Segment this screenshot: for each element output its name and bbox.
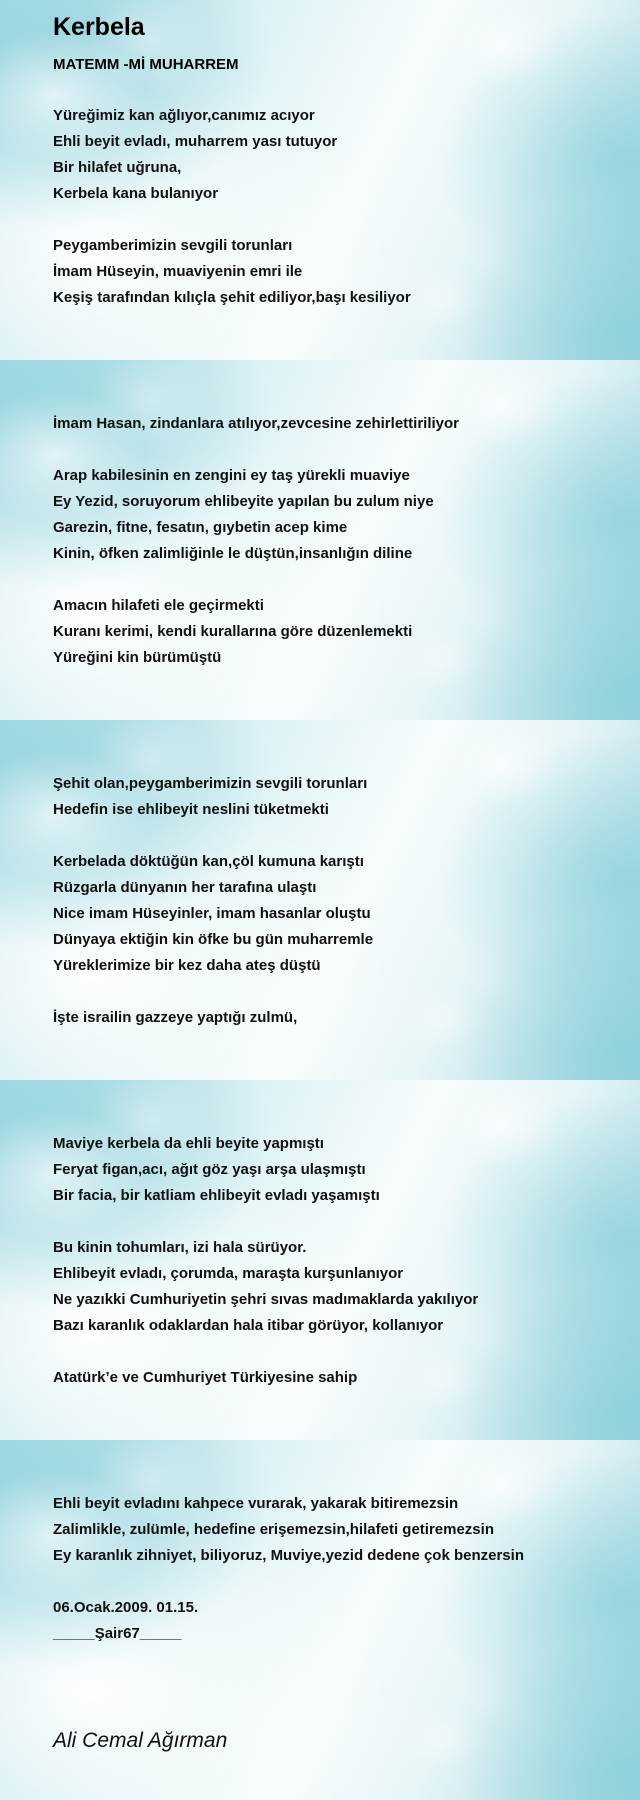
blank-line	[53, 979, 613, 1005]
blank-line	[53, 207, 613, 233]
blank-line	[53, 823, 613, 849]
poem-line: Ey karanlık zihniyet, biliyoruz, Muviye,yezid dedene çok benzersin	[53, 1547, 524, 1564]
poem-line: Kuranı kerimi, kendi kurallarına göre düzenlemekti	[53, 623, 413, 640]
poem-line: Peygamberimizin sevgili torunları	[53, 237, 293, 254]
poem-subtitle: MATEMM -Mİ MUHARREM	[53, 56, 239, 73]
poem-line: Amacın hilafeti ele geçirmekti	[53, 597, 264, 614]
poem-line: Keşiş tarafından kılıçla şehit ediliyor,başı kesiliyor	[53, 289, 411, 306]
poem-line: Hedefin ise ehlibeyit neslini tüketmekti	[53, 801, 329, 818]
blank-line	[53, 1569, 613, 1595]
poem-line: Şehit olan,peygamberimizin sevgili torunları	[53, 775, 368, 792]
poem-line: Kerbela kana bulanıyor	[53, 185, 219, 202]
poem-line: Rüzgarla dünyanın her tarafına ulaştı	[53, 879, 317, 896]
poem-line: Yüreğimiz kan ağlıyor,canımız acıyor	[53, 107, 315, 124]
poem-line: Arap kabilesinin en zengini ey taş yürekli muaviye	[53, 467, 410, 484]
stanza-block-3	[53, 771, 613, 1031]
poem-line: Bazı karanlık odaklardan hala itibar görüyor, kollanıyor	[53, 1317, 444, 1334]
stanza-block-4	[53, 1131, 613, 1391]
blank-line	[53, 437, 613, 463]
poem-line: Kinin, öfken zalimliğinle le düştün,insanlığın diline	[53, 545, 413, 562]
blank-line	[53, 1209, 613, 1235]
poem-line: İmam Hüseyin, muaviyenin emri ile	[53, 263, 303, 280]
poem-date: 06.Ocak.2009. 01.15.	[53, 1599, 199, 1616]
poem-line: Nice imam Hüseyinler, imam hasanlar oluştu	[53, 905, 371, 922]
poem-line: Yüreklerimize bir kez daha ateş düştü	[53, 957, 321, 974]
author-name: Ali Cemal Ağırman	[53, 1729, 228, 1752]
poem-panel-2	[0, 360, 640, 720]
poem-panel-5	[0, 1440, 640, 1800]
poem-line: İşte israilin gazzeye yaptığı zulmü,	[53, 1009, 298, 1026]
poem-line: Ehli beyit evladını kahpece vurarak, yakarak bitiremezsin	[53, 1495, 459, 1512]
poem-line: Garezin, fitne, fesatın, gıybetin acep kime	[53, 519, 348, 536]
poem-line: Bir facia, bir katliam ehlibeyit evladı yaşamıştı	[53, 1187, 380, 1204]
poem-panel-1	[0, 0, 640, 360]
poem-line: Yüreğini kin bürümüştü	[53, 649, 222, 666]
poem-line: Feryat figan,acı, ağıt göz yaşı arşa ulaşmıştı	[53, 1161, 366, 1178]
poem-panel-4	[0, 1080, 640, 1440]
poem-line: Ne yazıkki Cumhuriyetin şehri sıvas madımaklarda yakılıyor	[53, 1291, 479, 1308]
poem-line: İmam Hasan, zindanlara atılıyor,zevcesine zehirlettiriliyor	[53, 415, 459, 432]
poem-panel-3	[0, 720, 640, 1080]
poem-line: Bu kinin tohumları, izi hala sürüyor.	[53, 1239, 307, 1256]
poem-line: Maviye kerbela da ehli beyite yapmıştı	[53, 1135, 324, 1152]
stanza-block-5	[53, 1491, 613, 1647]
stanza-block-2	[53, 411, 613, 671]
poem-line: Zalimlikle, zulümle, hedefine erişemezsin,hilafeti getiremezsin	[53, 1521, 494, 1538]
blank-line	[53, 1339, 613, 1365]
poem-line: Ehli beyit evladı, muharrem yası tutuyor	[53, 133, 338, 150]
stanza-block-1	[53, 103, 613, 311]
poem-line: Ey Yezid, soruyorum ehlibeyite yapılan bu zulum niye	[53, 493, 434, 510]
poem-line: Kerbelada döktüğün kan,çöl kumuna karıştı	[53, 853, 364, 870]
blank-line	[53, 567, 613, 593]
poet-pen-name: _____Şair67_____	[53, 1625, 182, 1642]
poem-line: Ehlibeyit evladı, çorumda, maraşta kurşunlanıyor	[53, 1265, 404, 1282]
poem-line: Dünyaya ektiğin kin öfke bu gün muharremle	[53, 931, 374, 948]
poem-line: Bir hilafet uğruna,	[53, 159, 182, 176]
poem-title: Kerbela	[53, 13, 145, 41]
poem-line: Atatürk’e ve Cumhuriyet Türkiyesine sahip	[53, 1369, 358, 1386]
